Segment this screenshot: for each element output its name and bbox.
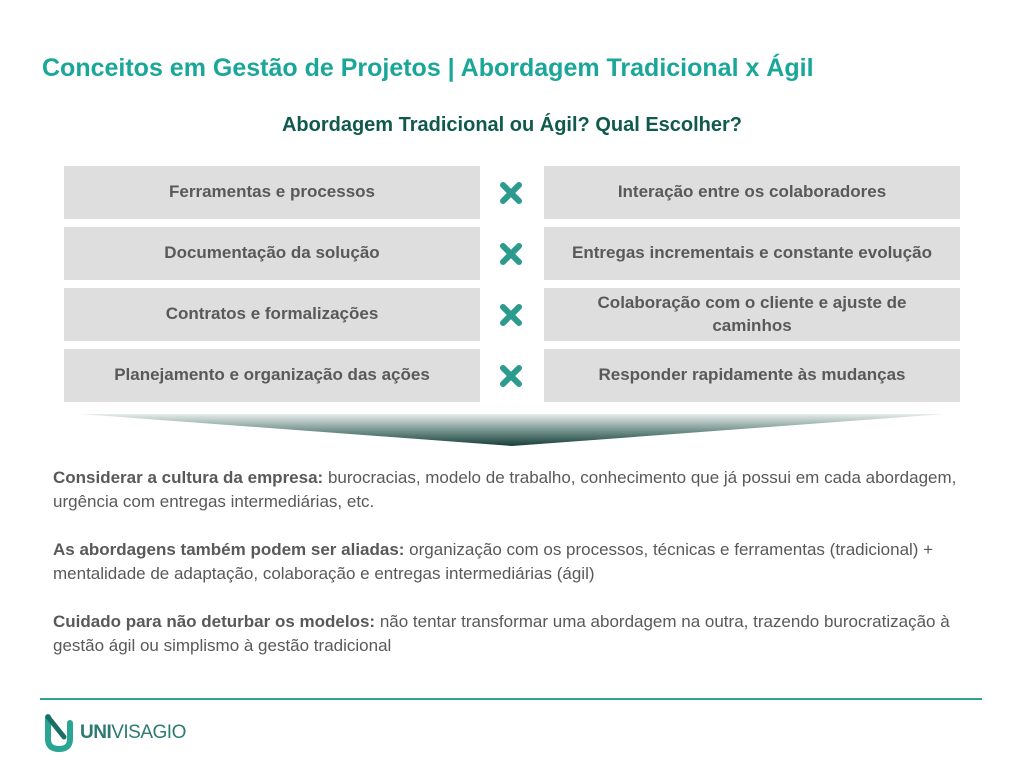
comparison-row [64,227,960,280]
agile-item: Responder rapidamente às mudanças [544,349,960,402]
note-text: burocracias, modelo de trabalho, conhecimento que já possui em cada abordagem, urgência com entregas intermediárias, etc. [53,468,957,511]
comparison-table [64,166,960,410]
note-paragraph [53,466,973,514]
x-icon [499,181,523,205]
note-lead: As abordagens também podem ser aliadas: [53,540,405,559]
logo-text-visagio: VISAGIO [111,722,186,743]
x-icon [499,364,523,388]
note-lead: Cuidado para não deturbar os modelos: [53,612,376,631]
note-paragraph [53,610,973,658]
page-title: Conceitos em Gestão de Projetos | Abordagem Tradicional x Ágil [42,54,814,82]
traditional-item: Ferramentas e processos [64,166,480,219]
note-text: não tentar transformar uma abordagem na outra, trazendo burocratização à gestão ágil ou simplismo à gestão tradicional [53,612,950,655]
comparison-row [64,166,960,219]
agile-item: Interação entre os colaboradores [544,166,960,219]
note-lead: Considerar a cultura da empresa: [53,468,324,487]
footer-divider [40,698,982,700]
x-icon [499,242,523,266]
funnel-arrow [80,414,944,446]
notes-section [53,466,973,682]
comparison-row [64,349,960,402]
agile-item: Entregas incrementais e constante evolução [544,227,960,280]
traditional-item: Contratos e formalizações [64,288,480,341]
univisagio-logo [44,713,186,753]
note-text: organização com os processos, técnicas e ferramentas (tradicional) + mentalidade de adaptação, colaboração e entregas intermediárias (ágil) [53,540,934,583]
traditional-item: Documentação da solução [64,227,480,280]
note-paragraph [53,538,973,586]
logo-mark-icon [44,713,74,753]
logo-text [80,722,186,744]
comparison-row [64,288,960,341]
traditional-item: Planejamento e organização das ações [64,349,480,402]
x-icon [499,303,523,327]
agile-item: Colaboração com o cliente e ajuste de caminhos [544,288,960,341]
page-subtitle: Abordagem Tradicional ou Ágil? Qual Escolher? [281,114,743,136]
logo-text-uni: UNI [80,722,112,743]
